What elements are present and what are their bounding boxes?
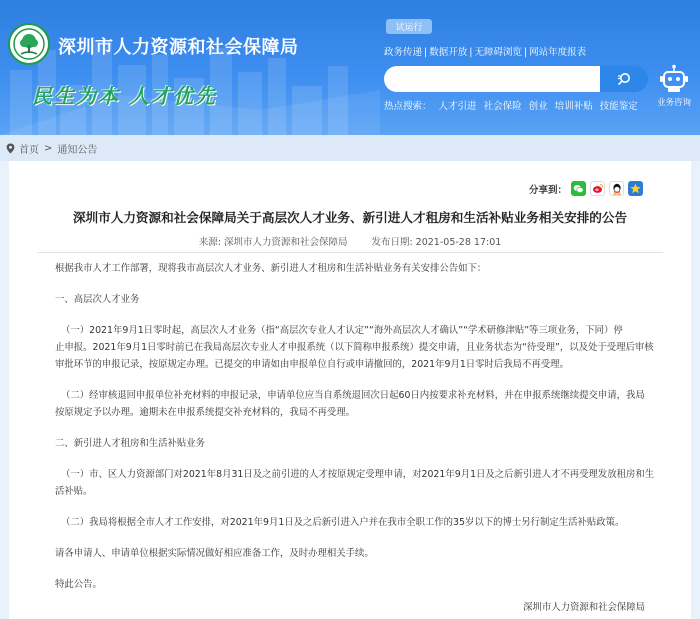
- weibo-icon[interactable]: [590, 181, 605, 196]
- link-accessibility[interactable]: 无障碍浏览: [474, 47, 522, 58]
- search-button[interactable]: [600, 66, 648, 92]
- article-card: [9, 161, 691, 619]
- business-consult-label: 业务咨询: [656, 98, 691, 108]
- business-consult-button[interactable]: [654, 64, 694, 108]
- qq-icon[interactable]: [609, 181, 624, 196]
- paragraph-line: （二）我局将根据全市人才工作安排，对2021年9月1日及之后新引进入户并在我市全职工作的35岁以下的博士另行制定生活补贴政策。: [61, 517, 625, 528]
- link-annual-report[interactable]: 网站年度报表: [529, 47, 587, 58]
- section-heading: 一、高层次人才业务: [55, 294, 140, 305]
- paragraph-intro: 根据我市人才工作部署，现将我市高层次人才业务、新引进人才租房和生活补贴业务有关安排公告如下：: [55, 263, 487, 274]
- paragraph-line: 按原规定予以办理。逾期未在申报系统提交补充材料的，我局不再受理。: [55, 407, 356, 418]
- site-header: [0, 0, 700, 135]
- breadcrumb-home[interactable]: 首页: [19, 144, 39, 156]
- slogan: 民生为本 人才优先: [32, 84, 217, 108]
- spacer: [55, 531, 659, 545]
- paragraph-line: （二）经审核退回申报单位补充材料的申报记录，申请单位应当自系统退回次日起60日内按要求补充材料，并在申报系统继续提交申请，我局: [61, 390, 645, 401]
- robot-icon: [659, 64, 689, 94]
- spacer: [55, 308, 659, 322]
- hot-item[interactable]: 技能鉴定: [599, 101, 638, 112]
- spacer: [55, 452, 659, 466]
- spacer: [55, 277, 659, 291]
- title-divider: [37, 252, 663, 253]
- hot-item[interactable]: 人才引进: [438, 101, 477, 112]
- qzone-icon[interactable]: [628, 181, 643, 196]
- location-icon: [6, 143, 15, 154]
- search-input[interactable]: [384, 66, 600, 92]
- paragraph-line: 止申报。2021年9月1日零时前已在我局高层次专业人才申报系统（以下简称申报系统）提交申请，且业务状态为“待受理”，以及处于受理后审核: [55, 342, 654, 353]
- link-separator: |: [469, 47, 473, 58]
- paragraph-line: 特此公告。: [55, 579, 102, 590]
- paragraph-line: （一）2021年9月1日零时起，高层次人才业务（指“高层次专业人才认定”“海外高层次人才确认”“学术研修津贴”等三项业务，下同）停: [61, 325, 623, 336]
- wechat-icon[interactable]: [571, 181, 586, 196]
- breadcrumb-current[interactable]: 通知公告: [57, 144, 98, 156]
- paragraph-line: （一）市、区人力资源部门对2021年8月31日及之前引进的人才按原规定受理申请，对2021年9月1日及之后新引进人才不再受理发放租房和生: [61, 469, 655, 480]
- share-label: 分享到：: [528, 184, 567, 196]
- hot-search-row: [384, 98, 642, 112]
- breadcrumb-separator: >: [44, 142, 53, 154]
- search-icon: [616, 72, 632, 86]
- link-open-data[interactable]: 数据开放: [429, 47, 468, 58]
- site-title[interactable]: 深圳市人力资源和社会保障局: [58, 37, 299, 58]
- link-separator: |: [523, 47, 528, 58]
- spacer: [55, 421, 659, 435]
- bureau-logo[interactable]: [8, 23, 50, 65]
- spacer: [55, 562, 659, 576]
- article-meta: [9, 234, 691, 248]
- paragraph-line: 请各申请人、申请单位根据实际情况做好相应准备工作，及时办理相关手续。: [55, 548, 374, 559]
- article-body: [55, 257, 659, 593]
- trial-badge: 试运行: [386, 19, 432, 34]
- article-signature: 深圳市人力资源和社会保障局: [523, 602, 645, 613]
- link-gov-transfer[interactable]: 政务传递: [384, 47, 423, 58]
- section-heading: 二、新引进人才租房和生活补贴业务: [55, 438, 206, 449]
- article-date: 发布日期: 2021-05-28 17:01: [371, 237, 502, 248]
- paragraph-line: 活补贴。: [55, 486, 93, 497]
- breadcrumb: [0, 135, 700, 161]
- hot-search-label: 热点搜索：: [384, 101, 432, 112]
- article-title: 深圳市人力资源和社会保障局关于高层次人才业务、新引进人才租房和生活补贴业务相关安排的公告: [72, 210, 628, 225]
- paragraph-line: 审批环节的申报记录，按原规定办理。已提交的申请如由申报单位自行或申请撤回的，2021年9月1日零时后我局不再受理。: [55, 359, 569, 370]
- hot-item[interactable]: 社会保险: [483, 101, 522, 112]
- hot-item[interactable]: 创业: [528, 101, 548, 112]
- article-source: 来源: 深圳市人力资源和社会保障局: [198, 237, 348, 248]
- spacer: [55, 373, 659, 387]
- link-separator: |: [424, 47, 428, 58]
- share-bar: [529, 181, 643, 196]
- spacer: [55, 500, 659, 514]
- top-links: [384, 44, 586, 58]
- hot-item[interactable]: 培训补贴: [554, 101, 593, 112]
